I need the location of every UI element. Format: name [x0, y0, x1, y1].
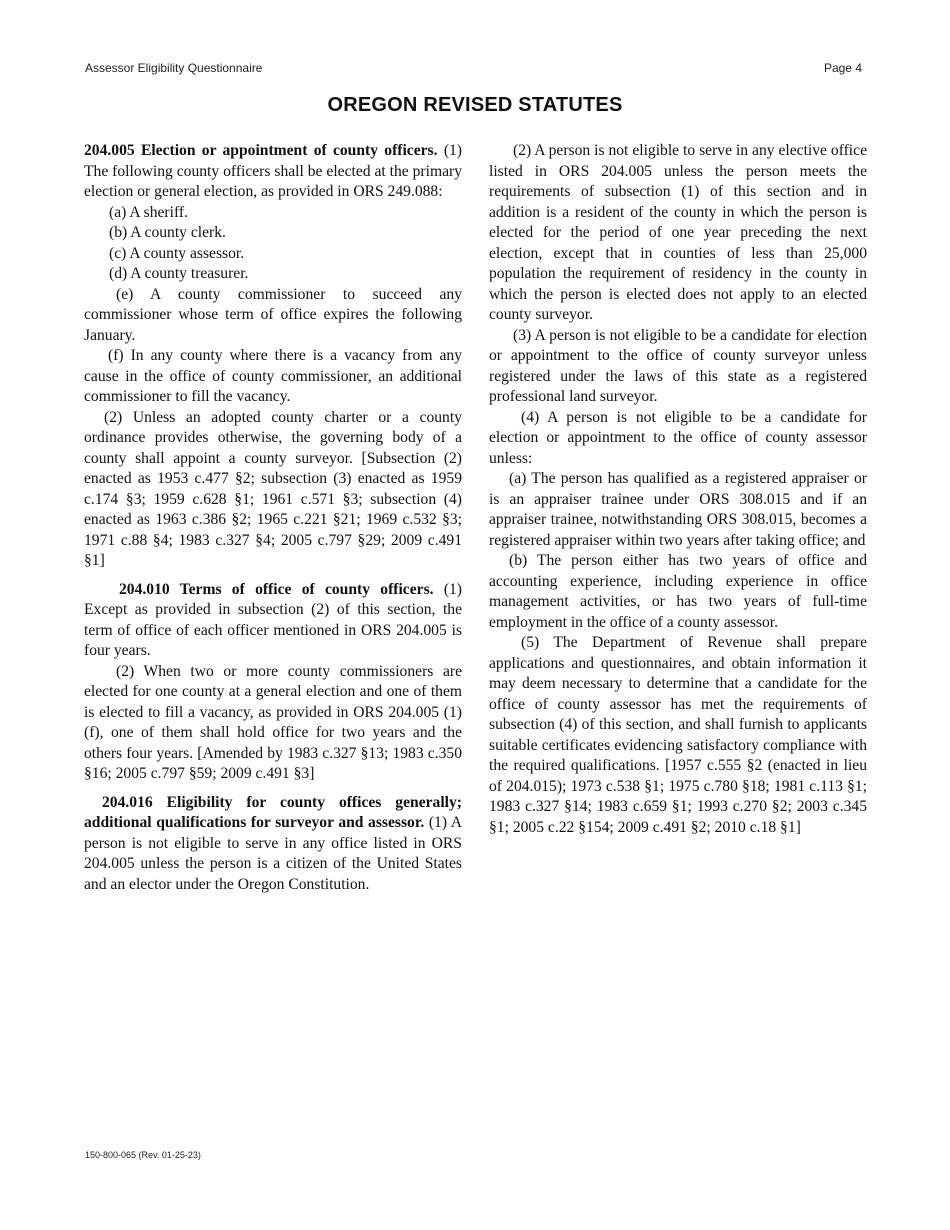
section-204-016-subsection-5: (5) The Department of Revenue shall prepare applications and questionnaires, and obtain information it may deem necessary to determine that a candidate for the office of county assessor has met the requirements of subsection (4) of this section, and shall furnish to applicants suitable certificates evidencing satisfactory compliance with the required qualifications. [1957 c.555 §2 (enacted in lieu of 204.015); 1973 c.538 §1; 1975 c.780 §18; 1981 c.113 §1; 1983 c.327 §14; 1983 c.659 §1; 1993 c.270 §2; 2003 c.345 §1; 2005 c.22 §154; 2009 c.491 §2; 2010 c.18 §1]: [489, 634, 867, 836]
section-204-016-subsection-4b: (b) The person either has two years of office and accounting experience, including experience in office management activities, or has two years of full-time employment in the office of a county assessor.: [489, 552, 867, 631]
right-column: [489, 141, 867, 838]
section-204-005-subsection-2: (2) Unless an adopted county charter or a county ordinance provides otherwise, the governing body of a county shall appoint a county surveyor. [Subsection (2) enacted as 1953 c.477 §2; subsection (3) enacted as 1959 c.174 §3; 1959 c.628 §1; 1961 c.571 §3; subsection (4) enacted as 1963 c.386 §2; 1965 c.221 §21; 1969 c.532 §3; 1971 c.88 §4; 1983 c.327 §4; 2005 c.797 §29; 2009 c.491 §1]: [84, 408, 462, 569]
list-item-county-clerk: (b) A county clerk.: [109, 224, 226, 241]
section-204-005-heading: 204.005 Election or appointment of county officers.: [84, 142, 438, 159]
section-204-016-subsection-4a: (a) The person has qualified as a registered appraiser or is an appraiser trainee under ORS 308.015 and if an appraiser trainee, notwithstanding ORS 308.015, becomes a registered appraiser within two years after taking office; and: [489, 470, 867, 549]
section-204-016-intro: [84, 793, 462, 896]
section-204-010-intro: [84, 580, 462, 662]
list-item-sheriff: (a) A sheriff.: [109, 203, 188, 221]
left-column: [84, 141, 462, 895]
section-204-010-subsection-1: (1) Except as provided in subsection (2) of this section, the term of office of each officer mentioned in ORS 204.005 is four years.: [84, 580, 462, 659]
document-title: OREGON REVISED STATUTES: [327, 94, 623, 116]
list-item-county-treasurer: (d) A county treasurer.: [109, 265, 249, 282]
page-number: Page 4: [823, 61, 862, 75]
section-204-016-subsection-3: (3) A person is not eligible to be a candidate for election or appointment to the office of county surveyor unless registered under the laws of this state as a registered professional land surveyor.: [489, 326, 867, 405]
section-204-016-subsection-1: (1) A person is not eligible to serve in any office listed in ORS 204.005 unless the person is a citizen of the United States and an elector under the Oregon Constitution.: [84, 814, 463, 893]
section-204-010-subsection-2: (2) When two or more county commissioners are elected for one county at a general election and one of them is elected to fill a vacancy, as provided in ORS 204.005 (1)(f), one of them shall hold office for two years and the others four years. [Amended by 1983 c.327 §13; 1983 c.350 §16; 2005 c.797 §59; 2009 c.491 §3]: [84, 662, 462, 782]
form-number-footer: 150-800-065 (Rev. 01-25-23): [85, 1150, 201, 1160]
form-title-header: Assessor Eligibility Questionnaire: [85, 61, 263, 75]
list-item-county-commissioner: (e) A county commissioner to succeed any commissioner whose term of office expires the following January.: [84, 285, 462, 344]
section-204-016-heading: 204.016 Eligibility for county offices generally; additional qualifications for surveyor and assessor.: [84, 793, 462, 831]
section-204-016-subsection-4: (4) A person is not eligible to be a candidate for election or appointment to the office of county assessor unless:: [489, 408, 867, 467]
list-item-vacancy-commissioner: (f) In any county where there is a vacancy from any cause in the office of county commissioner, an additional commissioner to fill the vacancy.: [84, 347, 462, 405]
section-204-005-subsection-1: (1) The following county officers shall be elected at the primary election or general election, as provided in ORS 249.088:: [84, 142, 462, 200]
list-item-county-assessor: (c) A county assessor.: [109, 244, 245, 262]
section-204-016-subsection-2: (2) A person is not eligible to serve in any elective office listed in ORS 204.005 unless the person meets the requirements of subsection (1) of this section and in addition is a resident of the county in which the person is elected for the period of one year preceding the next election, except that in counties of less than 25,000 population the requirement of residency in the county in which the person is elected does not apply to an elected county surveyor.: [489, 142, 867, 323]
section-204-010-heading: 204.010 Terms of office of county officers.: [119, 580, 434, 598]
section-204-005-intro: [84, 141, 462, 203]
